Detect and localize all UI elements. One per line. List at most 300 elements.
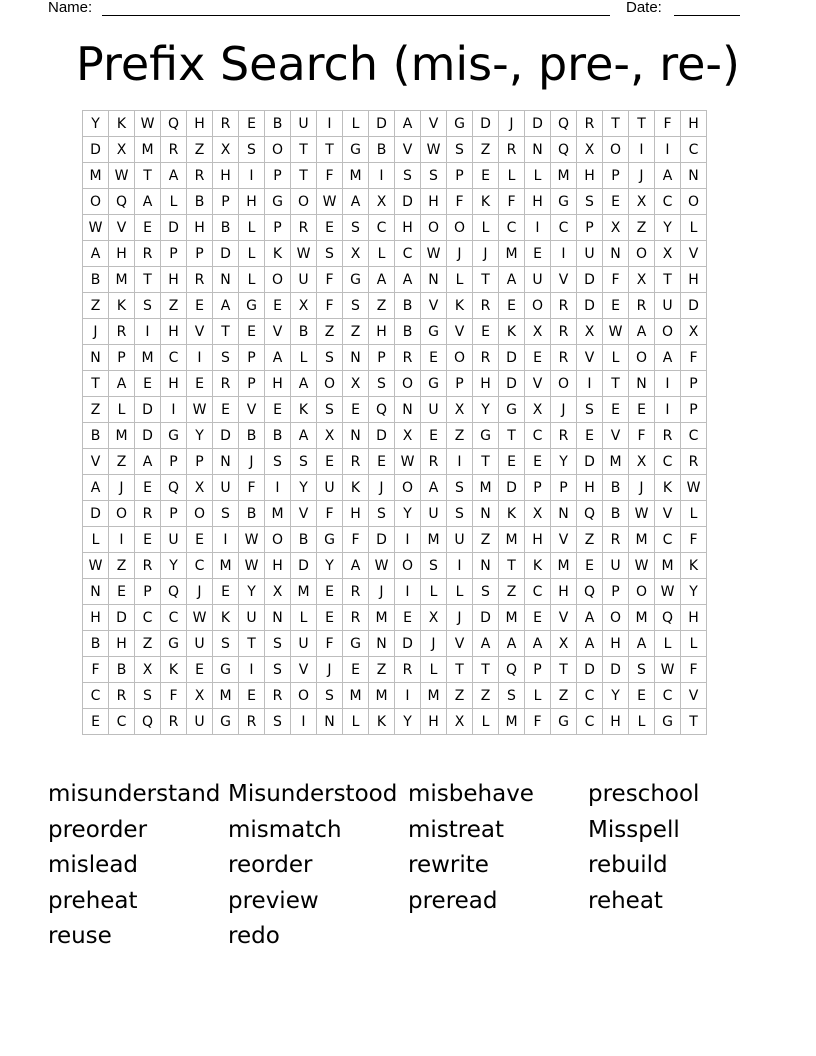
grid-cell[interactable]: R — [135, 241, 161, 267]
grid-cell[interactable]: P — [213, 189, 239, 215]
grid-cell[interactable]: I — [655, 371, 681, 397]
grid-cell[interactable]: E — [317, 215, 343, 241]
grid-cell[interactable]: B — [265, 423, 291, 449]
grid-cell[interactable]: R — [655, 423, 681, 449]
grid-cell[interactable]: C — [681, 137, 707, 163]
grid-cell[interactable]: G — [421, 371, 447, 397]
grid-cell[interactable]: O — [265, 267, 291, 293]
grid-cell[interactable]: F — [499, 189, 525, 215]
grid-cell[interactable]: O — [629, 241, 655, 267]
grid-cell[interactable]: J — [83, 319, 109, 345]
grid-cell[interactable]: L — [291, 345, 317, 371]
grid-cell[interactable]: D — [577, 657, 603, 683]
grid-cell[interactable]: P — [239, 371, 265, 397]
grid-cell[interactable]: H — [109, 241, 135, 267]
grid-cell[interactable]: Z — [447, 423, 473, 449]
grid-cell[interactable]: Z — [499, 579, 525, 605]
grid-cell[interactable]: P — [447, 371, 473, 397]
grid-cell[interactable]: D — [499, 475, 525, 501]
grid-cell[interactable]: Y — [681, 579, 707, 605]
grid-cell[interactable]: D — [499, 345, 525, 371]
grid-cell[interactable]: M — [499, 241, 525, 267]
grid-cell[interactable]: H — [109, 631, 135, 657]
grid-cell[interactable]: F — [343, 527, 369, 553]
grid-cell[interactable]: S — [265, 449, 291, 475]
grid-cell[interactable]: D — [577, 293, 603, 319]
grid-cell[interactable]: H — [395, 215, 421, 241]
grid-cell[interactable]: I — [629, 137, 655, 163]
grid-cell[interactable]: Z — [83, 397, 109, 423]
grid-cell[interactable]: E — [577, 553, 603, 579]
grid-cell[interactable]: T — [83, 371, 109, 397]
grid-cell[interactable]: M — [109, 423, 135, 449]
grid-cell[interactable]: Z — [629, 215, 655, 241]
grid-cell[interactable]: K — [499, 501, 525, 527]
grid-cell[interactable]: W — [135, 111, 161, 137]
grid-cell[interactable]: V — [291, 657, 317, 683]
grid-cell[interactable]: D — [369, 527, 395, 553]
grid-cell[interactable]: J — [239, 449, 265, 475]
grid-cell[interactable]: X — [343, 371, 369, 397]
grid-cell[interactable]: G — [551, 709, 577, 735]
grid-cell[interactable]: H — [681, 267, 707, 293]
grid-cell[interactable]: E — [603, 397, 629, 423]
grid-cell[interactable]: K — [291, 397, 317, 423]
grid-cell[interactable]: T — [629, 111, 655, 137]
grid-cell[interactable]: W — [421, 137, 447, 163]
grid-cell[interactable]: W — [681, 475, 707, 501]
grid-cell[interactable]: Z — [473, 527, 499, 553]
grid-cell[interactable]: A — [135, 449, 161, 475]
grid-cell[interactable]: J — [629, 475, 655, 501]
grid-cell[interactable]: K — [213, 605, 239, 631]
grid-cell[interactable]: A — [135, 189, 161, 215]
grid-cell[interactable]: H — [525, 189, 551, 215]
grid-cell[interactable]: E — [473, 319, 499, 345]
grid-cell[interactable]: M — [343, 163, 369, 189]
grid-cell[interactable]: D — [395, 189, 421, 215]
grid-cell[interactable]: M — [499, 709, 525, 735]
grid-cell[interactable]: D — [603, 657, 629, 683]
grid-cell[interactable]: M — [135, 137, 161, 163]
grid-cell[interactable]: X — [551, 631, 577, 657]
grid-cell[interactable]: V — [551, 605, 577, 631]
grid-cell[interactable]: L — [525, 163, 551, 189]
grid-cell[interactable]: F — [317, 163, 343, 189]
grid-cell[interactable]: E — [603, 293, 629, 319]
grid-cell[interactable]: X — [525, 319, 551, 345]
grid-cell[interactable]: H — [213, 163, 239, 189]
grid-cell[interactable]: X — [343, 241, 369, 267]
grid-cell[interactable]: P — [447, 163, 473, 189]
grid-cell[interactable]: P — [265, 215, 291, 241]
grid-cell[interactable]: F — [317, 631, 343, 657]
grid-cell[interactable]: B — [213, 215, 239, 241]
grid-cell[interactable]: X — [291, 293, 317, 319]
grid-cell[interactable]: H — [83, 605, 109, 631]
grid-cell[interactable]: M — [421, 683, 447, 709]
grid-cell[interactable]: C — [369, 215, 395, 241]
grid-cell[interactable]: D — [681, 293, 707, 319]
grid-cell[interactable]: L — [369, 241, 395, 267]
grid-cell[interactable]: G — [343, 631, 369, 657]
grid-cell[interactable]: E — [239, 111, 265, 137]
grid-cell[interactable]: U — [421, 397, 447, 423]
grid-cell[interactable]: B — [83, 631, 109, 657]
grid-cell[interactable]: M — [551, 553, 577, 579]
grid-cell[interactable]: O — [395, 371, 421, 397]
grid-cell[interactable]: J — [421, 631, 447, 657]
grid-cell[interactable]: Y — [187, 423, 213, 449]
grid-cell[interactable]: C — [681, 423, 707, 449]
grid-cell[interactable]: S — [577, 397, 603, 423]
grid-cell[interactable]: P — [109, 345, 135, 371]
grid-cell[interactable]: P — [525, 657, 551, 683]
grid-cell[interactable]: L — [421, 579, 447, 605]
grid-cell[interactable]: M — [213, 553, 239, 579]
grid-cell[interactable]: M — [629, 527, 655, 553]
grid-cell[interactable]: S — [369, 371, 395, 397]
grid-cell[interactable]: Q — [135, 709, 161, 735]
grid-cell[interactable]: U — [603, 553, 629, 579]
grid-cell[interactable]: L — [681, 501, 707, 527]
grid-cell[interactable]: R — [213, 111, 239, 137]
grid-cell[interactable]: O — [395, 475, 421, 501]
grid-cell[interactable]: A — [499, 267, 525, 293]
grid-cell[interactable]: Q — [551, 137, 577, 163]
grid-cell[interactable]: V — [525, 371, 551, 397]
grid-cell[interactable]: L — [291, 605, 317, 631]
grid-cell[interactable]: J — [369, 475, 395, 501]
grid-cell[interactable]: E — [317, 579, 343, 605]
grid-cell[interactable]: Y — [83, 111, 109, 137]
grid-cell[interactable]: P — [603, 163, 629, 189]
grid-cell[interactable]: Y — [317, 553, 343, 579]
grid-cell[interactable]: E — [369, 449, 395, 475]
grid-cell[interactable]: L — [239, 267, 265, 293]
grid-cell[interactable]: N — [343, 423, 369, 449]
grid-cell[interactable]: V — [265, 319, 291, 345]
grid-cell[interactable]: H — [577, 163, 603, 189]
grid-cell[interactable]: Z — [447, 683, 473, 709]
grid-cell[interactable]: P — [187, 449, 213, 475]
grid-cell[interactable]: F — [681, 657, 707, 683]
grid-cell[interactable]: A — [577, 631, 603, 657]
grid-cell[interactable]: C — [161, 605, 187, 631]
grid-cell[interactable]: P — [577, 215, 603, 241]
grid-cell[interactable]: K — [343, 475, 369, 501]
grid-cell[interactable]: E — [421, 423, 447, 449]
grid-cell[interactable]: E — [135, 475, 161, 501]
grid-cell[interactable]: M — [369, 683, 395, 709]
grid-cell[interactable]: M — [551, 163, 577, 189]
grid-cell[interactable]: V — [577, 345, 603, 371]
grid-cell[interactable]: H — [577, 475, 603, 501]
grid-cell[interactable]: B — [187, 189, 213, 215]
grid-cell[interactable]: W — [603, 319, 629, 345]
grid-cell[interactable]: U — [421, 501, 447, 527]
grid-cell[interactable]: K — [473, 189, 499, 215]
grid-cell[interactable]: C — [109, 709, 135, 735]
grid-cell[interactable]: M — [213, 683, 239, 709]
grid-cell[interactable]: V — [83, 449, 109, 475]
grid-cell[interactable]: A — [629, 319, 655, 345]
grid-cell[interactable]: M — [343, 683, 369, 709]
grid-cell[interactable]: S — [317, 241, 343, 267]
grid-cell[interactable]: B — [395, 319, 421, 345]
grid-cell[interactable]: D — [473, 111, 499, 137]
grid-cell[interactable]: T — [499, 553, 525, 579]
grid-cell[interactable]: X — [655, 241, 681, 267]
grid-cell[interactable]: S — [213, 631, 239, 657]
grid-cell[interactable]: W — [83, 215, 109, 241]
grid-cell[interactable]: S — [317, 397, 343, 423]
grid-cell[interactable]: M — [499, 605, 525, 631]
grid-cell[interactable]: V — [109, 215, 135, 241]
grid-cell[interactable]: S — [499, 683, 525, 709]
grid-cell[interactable]: E — [135, 371, 161, 397]
grid-cell[interactable]: G — [421, 319, 447, 345]
grid-cell[interactable]: X — [681, 319, 707, 345]
grid-cell[interactable]: V — [551, 267, 577, 293]
grid-cell[interactable]: Z — [551, 683, 577, 709]
grid-cell[interactable]: I — [317, 111, 343, 137]
grid-cell[interactable]: I — [525, 215, 551, 241]
grid-cell[interactable]: X — [369, 189, 395, 215]
grid-cell[interactable]: A — [265, 345, 291, 371]
grid-cell[interactable]: U — [655, 293, 681, 319]
grid-cell[interactable]: R — [421, 449, 447, 475]
grid-cell[interactable]: X — [135, 657, 161, 683]
grid-cell[interactable]: L — [343, 111, 369, 137]
grid-cell[interactable]: N — [681, 163, 707, 189]
grid-cell[interactable]: C — [83, 683, 109, 709]
grid-cell[interactable]: Y — [655, 215, 681, 241]
grid-cell[interactable]: B — [369, 137, 395, 163]
grid-cell[interactable]: D — [577, 449, 603, 475]
grid-cell[interactable]: Y — [395, 709, 421, 735]
grid-cell[interactable]: G — [317, 527, 343, 553]
grid-cell[interactable]: P — [187, 241, 213, 267]
grid-cell[interactable]: E — [343, 397, 369, 423]
grid-cell[interactable]: H — [421, 709, 447, 735]
grid-cell[interactable]: C — [187, 553, 213, 579]
grid-cell[interactable]: S — [265, 657, 291, 683]
grid-cell[interactable]: Y — [239, 579, 265, 605]
grid-cell[interactable]: Y — [161, 553, 187, 579]
grid-cell[interactable]: Z — [473, 683, 499, 709]
grid-cell[interactable]: L — [447, 579, 473, 605]
grid-cell[interactable]: S — [629, 657, 655, 683]
grid-cell[interactable]: F — [603, 267, 629, 293]
grid-cell[interactable]: W — [187, 605, 213, 631]
grid-cell[interactable]: W — [369, 553, 395, 579]
grid-cell[interactable]: J — [447, 241, 473, 267]
grid-cell[interactable]: O — [291, 189, 317, 215]
grid-cell[interactable]: E — [421, 345, 447, 371]
grid-cell[interactable]: L — [499, 163, 525, 189]
grid-cell[interactable]: O — [317, 371, 343, 397]
grid-cell[interactable]: D — [135, 397, 161, 423]
grid-cell[interactable]: V — [681, 241, 707, 267]
grid-cell[interactable]: N — [369, 631, 395, 657]
grid-cell[interactable]: N — [525, 137, 551, 163]
grid-cell[interactable]: H — [681, 111, 707, 137]
grid-cell[interactable]: W — [629, 553, 655, 579]
grid-cell[interactable]: R — [135, 501, 161, 527]
grid-cell[interactable]: S — [395, 163, 421, 189]
grid-cell[interactable]: D — [499, 371, 525, 397]
grid-cell[interactable]: G — [265, 189, 291, 215]
grid-cell[interactable]: V — [187, 319, 213, 345]
grid-cell[interactable]: Q — [655, 605, 681, 631]
grid-cell[interactable]: L — [239, 215, 265, 241]
grid-cell[interactable]: G — [447, 111, 473, 137]
grid-cell[interactable]: J — [551, 397, 577, 423]
grid-cell[interactable]: K — [681, 553, 707, 579]
grid-cell[interactable]: Z — [83, 293, 109, 319]
grid-cell[interactable]: V — [291, 501, 317, 527]
grid-cell[interactable]: M — [109, 267, 135, 293]
grid-cell[interactable]: E — [83, 709, 109, 735]
grid-cell[interactable]: S — [239, 137, 265, 163]
grid-cell[interactable]: V — [239, 397, 265, 423]
grid-cell[interactable]: O — [447, 345, 473, 371]
grid-cell[interactable]: J — [473, 241, 499, 267]
grid-cell[interactable]: I — [395, 579, 421, 605]
grid-cell[interactable]: W — [291, 241, 317, 267]
grid-cell[interactable]: I — [161, 397, 187, 423]
grid-cell[interactable]: C — [525, 423, 551, 449]
grid-cell[interactable]: R — [343, 605, 369, 631]
grid-cell[interactable]: U — [213, 475, 239, 501]
grid-cell[interactable]: R — [473, 345, 499, 371]
grid-cell[interactable]: Q — [551, 111, 577, 137]
grid-cell[interactable]: A — [473, 631, 499, 657]
grid-cell[interactable]: G — [213, 657, 239, 683]
grid-cell[interactable]: O — [187, 501, 213, 527]
grid-cell[interactable]: O — [291, 683, 317, 709]
grid-cell[interactable]: Y — [291, 475, 317, 501]
grid-cell[interactable]: O — [525, 293, 551, 319]
grid-cell[interactable]: V — [447, 631, 473, 657]
grid-cell[interactable]: E — [525, 345, 551, 371]
grid-cell[interactable]: Z — [135, 631, 161, 657]
grid-cell[interactable]: T — [473, 657, 499, 683]
grid-cell[interactable]: K — [265, 241, 291, 267]
grid-cell[interactable]: F — [447, 189, 473, 215]
grid-cell[interactable]: T — [291, 137, 317, 163]
grid-cell[interactable]: W — [239, 527, 265, 553]
grid-cell[interactable]: H — [187, 111, 213, 137]
grid-cell[interactable]: Z — [577, 527, 603, 553]
grid-cell[interactable]: Q — [161, 111, 187, 137]
grid-cell[interactable]: H — [161, 319, 187, 345]
grid-cell[interactable]: X — [525, 397, 551, 423]
grid-cell[interactable]: Q — [369, 397, 395, 423]
grid-cell[interactable]: H — [265, 371, 291, 397]
grid-cell[interactable]: T — [499, 423, 525, 449]
grid-cell[interactable]: C — [161, 345, 187, 371]
grid-cell[interactable]: R — [109, 683, 135, 709]
grid-cell[interactable]: P — [603, 579, 629, 605]
grid-cell[interactable]: O — [655, 319, 681, 345]
grid-cell[interactable]: G — [473, 423, 499, 449]
grid-cell[interactable]: G — [499, 397, 525, 423]
grid-cell[interactable]: F — [239, 475, 265, 501]
grid-cell[interactable]: P — [525, 475, 551, 501]
grid-cell[interactable]: W — [629, 501, 655, 527]
grid-cell[interactable]: M — [473, 475, 499, 501]
grid-cell[interactable]: C — [525, 579, 551, 605]
grid-cell[interactable]: E — [213, 397, 239, 423]
grid-cell[interactable]: J — [499, 111, 525, 137]
grid-cell[interactable]: I — [265, 475, 291, 501]
grid-cell[interactable]: K — [109, 293, 135, 319]
grid-cell[interactable]: G — [239, 293, 265, 319]
grid-cell[interactable]: H — [187, 215, 213, 241]
grid-cell[interactable]: N — [213, 267, 239, 293]
grid-cell[interactable]: K — [525, 553, 551, 579]
grid-cell[interactable]: S — [369, 501, 395, 527]
grid-cell[interactable]: R — [499, 137, 525, 163]
grid-cell[interactable]: V — [421, 111, 447, 137]
grid-cell[interactable]: N — [603, 241, 629, 267]
grid-cell[interactable]: K — [655, 475, 681, 501]
grid-cell[interactable]: N — [551, 501, 577, 527]
grid-cell[interactable]: R — [343, 449, 369, 475]
grid-cell[interactable]: L — [655, 631, 681, 657]
grid-cell[interactable]: X — [577, 137, 603, 163]
grid-cell[interactable]: E — [395, 605, 421, 631]
grid-cell[interactable]: X — [395, 423, 421, 449]
grid-cell[interactable]: T — [681, 709, 707, 735]
grid-cell[interactable]: D — [109, 605, 135, 631]
grid-cell[interactable]: B — [109, 657, 135, 683]
grid-cell[interactable]: T — [655, 267, 681, 293]
grid-cell[interactable]: R — [161, 709, 187, 735]
grid-cell[interactable]: W — [187, 397, 213, 423]
grid-cell[interactable]: R — [577, 111, 603, 137]
grid-cell[interactable]: L — [681, 631, 707, 657]
grid-cell[interactable]: B — [603, 475, 629, 501]
grid-cell[interactable]: B — [603, 501, 629, 527]
grid-cell[interactable]: E — [265, 293, 291, 319]
grid-cell[interactable]: D — [213, 423, 239, 449]
grid-cell[interactable]: C — [499, 215, 525, 241]
grid-cell[interactable]: B — [265, 111, 291, 137]
grid-cell[interactable]: R — [551, 293, 577, 319]
grid-cell[interactable]: H — [603, 709, 629, 735]
grid-cell[interactable]: O — [395, 553, 421, 579]
grid-cell[interactable]: B — [395, 293, 421, 319]
grid-cell[interactable]: D — [473, 605, 499, 631]
grid-cell[interactable]: V — [447, 319, 473, 345]
grid-cell[interactable]: R — [343, 579, 369, 605]
grid-cell[interactable]: C — [655, 683, 681, 709]
grid-cell[interactable]: T — [135, 267, 161, 293]
grid-cell[interactable]: Q — [161, 579, 187, 605]
grid-cell[interactable]: S — [473, 579, 499, 605]
grid-cell[interactable]: V — [655, 501, 681, 527]
grid-cell[interactable]: W — [395, 449, 421, 475]
grid-cell[interactable]: P — [369, 345, 395, 371]
grid-cell[interactable]: P — [161, 241, 187, 267]
grid-cell[interactable]: R — [395, 345, 421, 371]
grid-cell[interactable]: I — [291, 709, 317, 735]
grid-cell[interactable]: A — [343, 553, 369, 579]
grid-cell[interactable]: R — [161, 137, 187, 163]
